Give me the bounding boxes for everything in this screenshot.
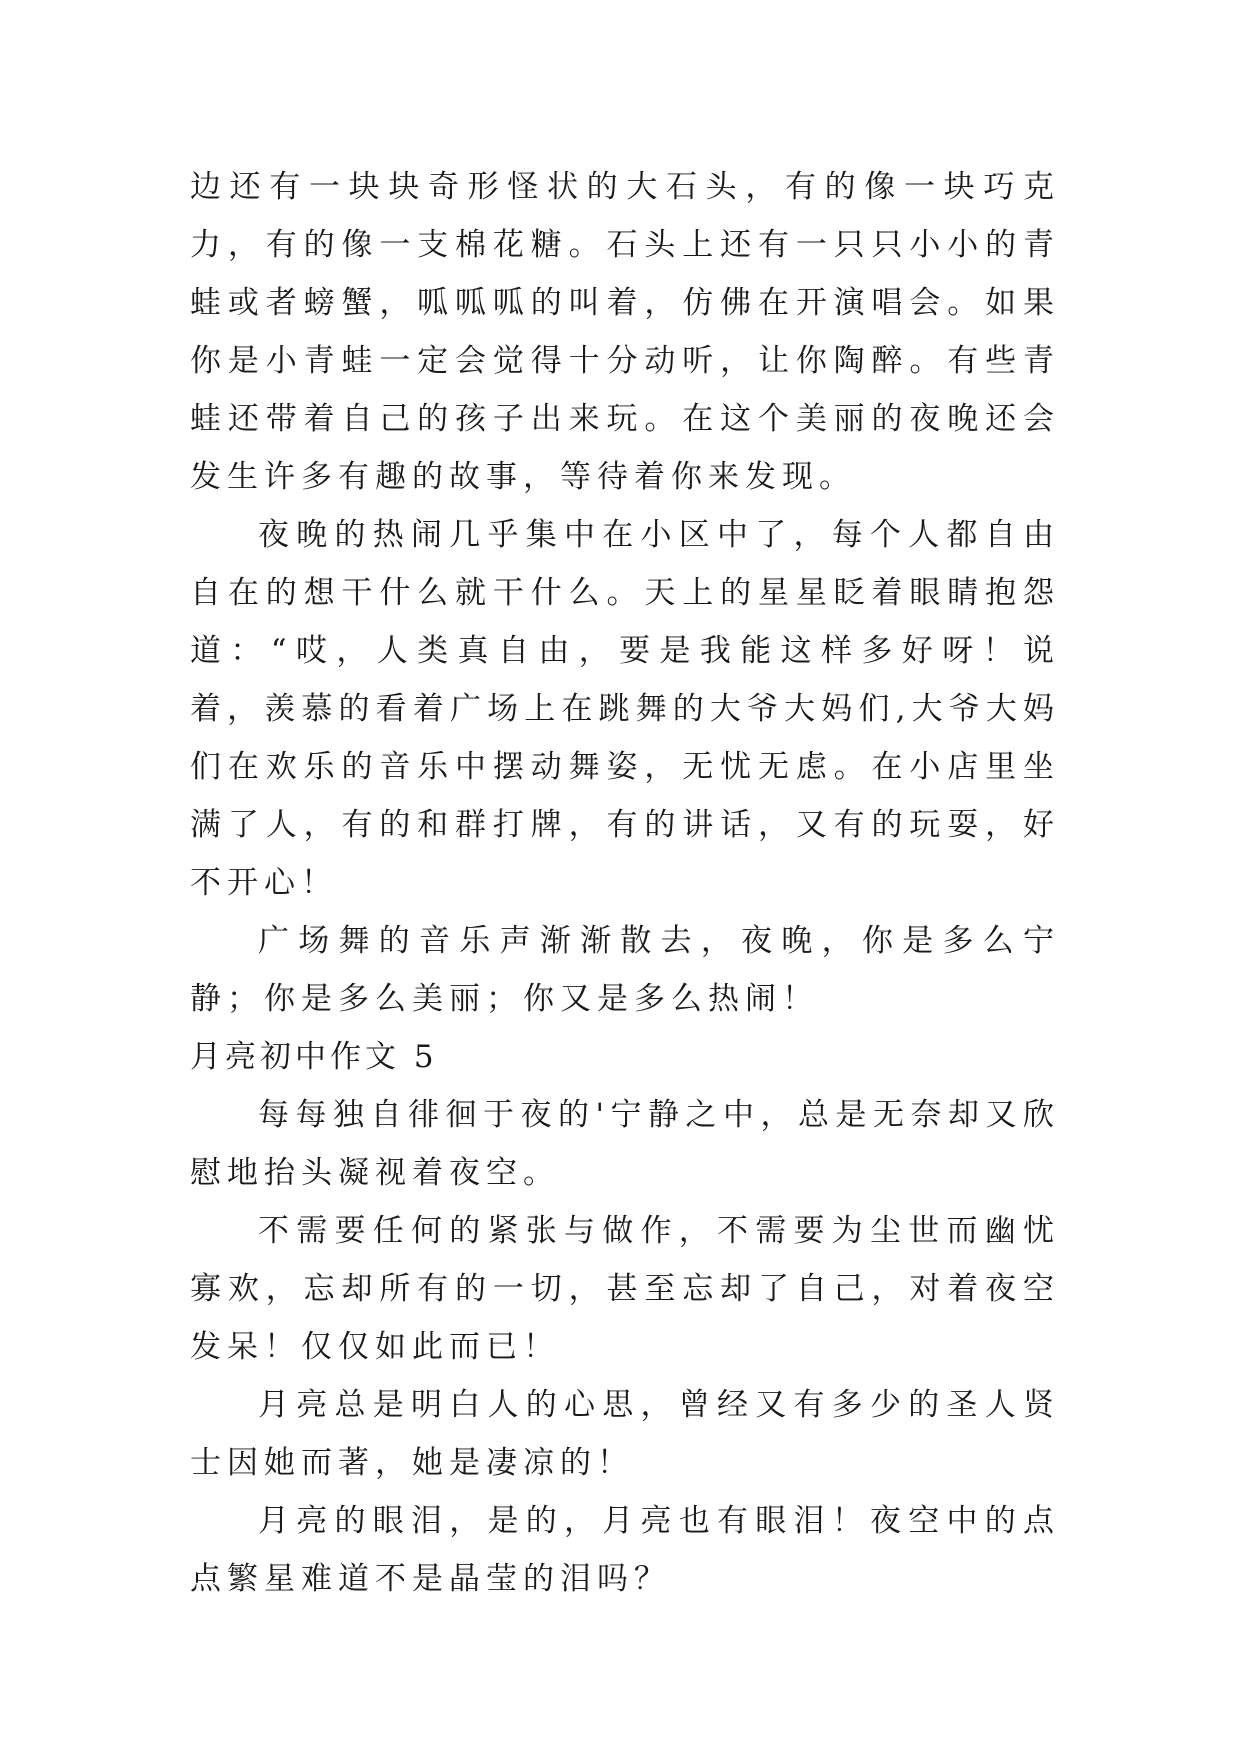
paragraph-moon-tears: 月亮的眼泪，是的，月亮也有眼泪！夜空中的点点繁星难道不是晶莹的泪吗？	[190, 1503, 1060, 1597]
section-heading: 月亮初中作文 5	[190, 1039, 438, 1075]
paragraph-stones-frogs: 边还有一块块奇形怪状的大石头，有的像一块巧克力，有的像一支棉花糖。石头上还有一只只小小的青蛙或者螃蟹，呱呱呱的叫着，仿佛在开演唱会。如果你是小青蛙一定会觉得十分动听，让你陶醉。有些青蛙还带着自己的孩子出来玩。在这个美丽的夜晚还会发生许多有趣的故事，等待着你来发现。	[190, 169, 1060, 495]
paragraph-moon-thoughts: 月亮总是明白人的心思，曾经又有多少的圣人贤士因她而著，她是凄凉的！	[190, 1387, 1060, 1481]
paragraph-wandering: 每每独自徘徊于夜的'宁静之中，总是无奈却又欣慰地抬头凝视着夜空。	[190, 1097, 1060, 1191]
paragraph-square-dance: 广场舞的音乐声渐渐散去，夜晚，你是多么宁静；你是多么美丽；你又是多么热闹！	[190, 923, 1060, 1017]
document-body	[190, 158, 1060, 1608]
paragraph-no-tension: 不需要任何的紧张与做作，不需要为尘世而幽忧寡欢，忘却所有的一切，甚至忘却了自己，对着夜空发呆！仅仅如此而已！	[190, 1213, 1060, 1365]
paragraph-community-night: 夜晚的热闹几乎集中在小区中了，每个人都自由自在的想干什么就干什么。天上的星星眨着眼睛抱怨道：“哎，人类真自由，要是我能这样多好呀！说着，羡慕的看着广场上在跳舞的大爷大妈们,大爷大妈们在欢乐的音乐中摆动舞姿，无忧无虑。在小店里坐满了人，有的和群打牌，有的讲话，又有的玩耍，好不开心！	[190, 517, 1060, 901]
